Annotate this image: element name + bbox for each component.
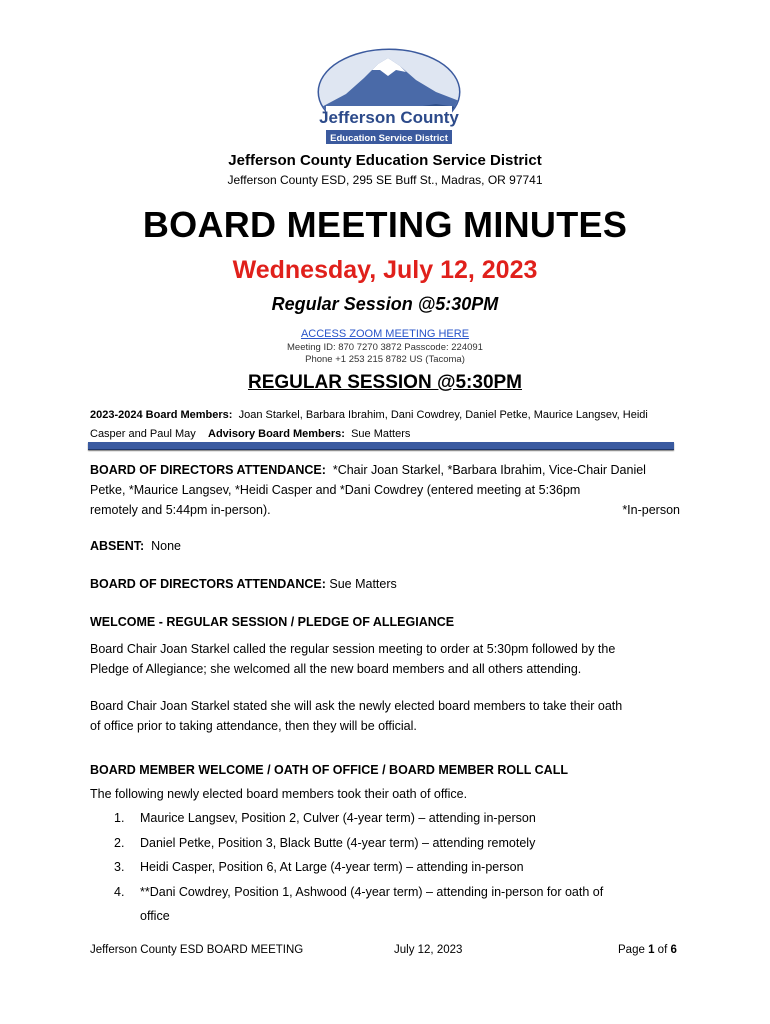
- in-person-note: *In-person: [622, 503, 680, 517]
- welcome-p2-line1: Board Chair Joan Starkel stated she will ask the newly elected board members to take their oath: [90, 699, 623, 713]
- footer-date: July 12, 2023: [394, 944, 463, 956]
- document-title: BOARD MEETING MINUTES: [142, 204, 628, 245]
- board-members-block: [90, 406, 690, 444]
- page-current: 1: [648, 944, 655, 956]
- list-item: [90, 806, 680, 831]
- advisory-attendance-value: Sue Matters: [329, 577, 397, 591]
- org-name: Jefferson County Education Service District: [228, 152, 542, 169]
- welcome-heading-text: WELCOME - REGULAR SESSION / PLEDGE OF ALLEGIANCE: [90, 615, 455, 629]
- list-number: 2.: [114, 835, 125, 850]
- welcome-p1-line2: Pledge of Allegiance; she welcomed all the new board members and all others attending.: [90, 662, 582, 676]
- zoom-meeting-link[interactable]: ACCESS ZOOM MEETING HERE: [300, 328, 470, 340]
- oath-intro: The following newly elected board members took their oath of office.: [90, 787, 468, 801]
- list-item-text: **Dani Cowdrey, Position 1, Ashwood (4-year term) – attending in-person for oath of: [140, 884, 604, 899]
- logo-line2: Education Service District: [330, 133, 448, 144]
- list-item-text: office: [140, 909, 170, 923]
- board-members-names: Joan Starkel, Barbara Ibrahim, Dani Cowdrey, Daniel Petke, Maurice Langsev, Heidi: [238, 409, 648, 421]
- attendance-label: BOARD OF DIRECTORS ATTENDANCE:: [90, 463, 326, 477]
- zoom-meeting-id: Meeting ID: 870 7270 3872 Passcode: 224091: [287, 342, 483, 353]
- attendance-line3: remotely and 5:44pm in-person).: [90, 503, 271, 517]
- list-number: 1.: [114, 811, 125, 825]
- list-item-text: Daniel Petke, Position 3, Black Butte (4-year term) – attending remotely: [140, 835, 536, 850]
- regular-session-heading: REGULAR SESSION @5:30PM: [247, 372, 523, 393]
- oath-heading-text: BOARD MEMBER WELCOME / OATH OF OFFICE / BOARD MEMBER ROLL CALL: [90, 763, 568, 777]
- list-number: 3.: [114, 860, 125, 874]
- logo-line1: Jefferson County: [319, 108, 459, 127]
- list-item: [90, 880, 680, 905]
- list-item-text: Heidi Casper, Position 6, At Large (4-year term) – attending in-person: [140, 860, 524, 874]
- jcesd-logo: [316, 48, 462, 148]
- page-label: Page: [618, 944, 645, 956]
- welcome-paragraph-2: [90, 696, 680, 736]
- oath-list-block: [90, 806, 680, 929]
- org-address: Jefferson County ESD, 295 SE Buff St., Madras, OR 97741: [227, 173, 543, 187]
- welcome-p2-line2: of office prior to taking attendance, then they will be official.: [90, 719, 417, 733]
- absent-line: [90, 536, 680, 556]
- list-number: 4.: [114, 884, 125, 899]
- page-of: of: [657, 944, 668, 956]
- list-item-continuation: [90, 904, 680, 929]
- board-members-label: 2023-2024 Board Members:: [90, 409, 233, 421]
- absent-value: None: [151, 539, 182, 553]
- advisory-members-names: Sue Matters: [351, 428, 411, 440]
- footer-left: Jefferson County ESD BOARD MEETING: [90, 944, 304, 956]
- advisory-attendance-label: BOARD OF DIRECTORS ATTENDANCE:: [90, 577, 326, 591]
- session-subtitle: Regular Session @5:30PM: [271, 294, 499, 314]
- oath-heading: [90, 760, 680, 780]
- oath-list: [90, 806, 680, 929]
- zoom-phone: Phone +1 253 215 8782 US (Tacoma): [305, 354, 465, 365]
- absent-label: ABSENT:: [90, 539, 145, 553]
- footer-page-number: [618, 944, 677, 956]
- welcome-paragraph-1: [90, 639, 680, 679]
- attendance-paragraph: [90, 460, 680, 520]
- list-item: [90, 855, 680, 880]
- section-divider: [88, 442, 674, 450]
- advisory-members-label: Advisory Board Members:: [208, 428, 345, 440]
- board-members-names-cont: Casper and Paul May: [90, 428, 196, 440]
- list-item: [90, 831, 680, 856]
- list-item-text: Maurice Langsev, Position 2, Culver (4-year term) – attending in-person: [140, 811, 536, 825]
- attendance-line1: *Chair Joan Starkel, *Barbara Ibrahim, Vice-Chair Daniel: [332, 463, 646, 477]
- page-total: 6: [670, 944, 677, 956]
- attendance-line2: Petke, *Maurice Langsev, *Heidi Casper and *Dani Cowdrey (entered meeting at 5:36pm: [90, 483, 581, 497]
- welcome-p1-line1: Board Chair Joan Starkel called the regular session meeting to order at 5:30pm followed by the: [90, 642, 616, 656]
- meeting-date: Wednesday, July 12, 2023: [232, 256, 538, 284]
- welcome-heading: [90, 612, 680, 632]
- advisory-attendance-line: [90, 574, 680, 594]
